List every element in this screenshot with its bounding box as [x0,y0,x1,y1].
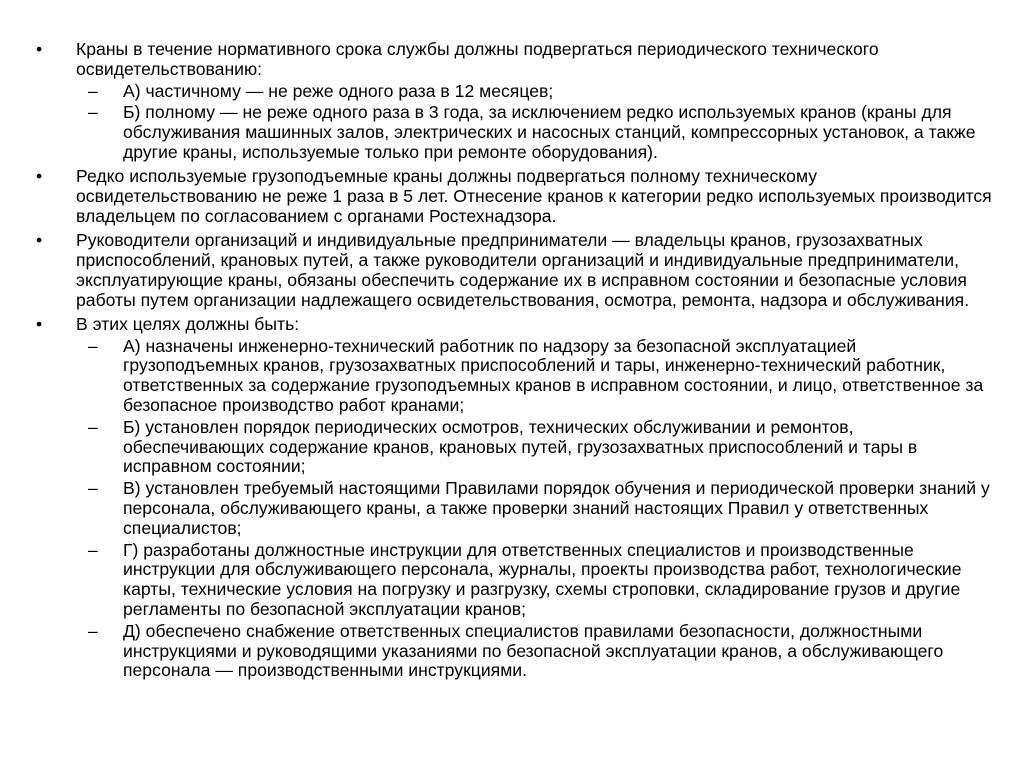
bullet-text: В этих целях должны быть: [76,313,300,334]
main-bullet-list [36,40,994,681]
sub-item-inspection-procedure [76,418,994,477]
sub-item-appointed-staff [76,337,994,416]
bullet-text: Редко используемые грузоподъемные краны должны подвергаться полному техническому освидетельствованию не реже 1 раза в 5 лет. Отнесение кранов к категории редко используемых производится владельцем по согласованием с органами Ростехнадзора. [76,166,992,226]
dash-marker: – [88,620,98,641]
sub-item-full [76,103,994,162]
sub-item-text: Д) обеспечено снабжение ответственных специалистов правилами безопасности, должностными инструкциями и руководящими указаниями по безопасной эксплуатации кранов, а обслуживающего персонала — производственными инструкциями. [123,620,944,681]
sub-item-partial [76,82,994,102]
sub-item-training-procedure [76,479,994,538]
sub-item-supply-of-rules [76,622,994,681]
sub-item-instructions [76,541,994,620]
bullet-item-rarely-used-cranes [36,167,994,226]
sub-item-text: Б) полному — не реже одного раза в 3 года, за исключением редко используемых кранов (краны для обслуживания машинных залов, электрических и насосных станций, компрессорных установок, а также другие краны, используемые только при ремонте оборудования). [123,102,976,162]
sub-list [76,82,994,163]
bullet-marker: • [36,39,43,59]
sub-list [76,337,994,682]
dash-marker: – [88,80,98,101]
sub-item-text: В) установлен требуемый настоящими Правилами порядок обучения и периодической проверки знаний у персонала, обслуживающего краны, а также проверки знаний настоящих Правил у ответственных специалистов; [123,478,990,538]
dash-marker: – [88,416,98,437]
bullet-text: Краны в течение нормативного срока службы должны подвергаться периодического технического освидетельствованию: [76,39,879,79]
bullet-marker: • [36,166,43,187]
bullet-marker: • [36,230,43,251]
bullet-marker: • [36,313,43,334]
dash-marker: – [88,539,98,560]
bullet-item-requirements [36,315,994,681]
bullet-item-owners-responsibility [36,231,994,310]
dash-marker: – [88,478,98,499]
sub-item-text: А) частичному — не реже одного раза в 12 месяцев; [123,80,554,101]
bullet-text: Руководители организаций и индивидуальные предприниматели — владельцы кранов, грузозахватных приспособлений, крановых путей, а также руководители организаций и индивидуальные предприниматели, эксплуатирующие краны, обязаны обеспечить содержание их в исправном состоянии и безопасные условия работы путем организации надлежащего освидетельствования, осмотра, ремонта, надзора и обслуживания. [76,230,970,310]
sub-item-text: Б) установлен порядок периодических осмотров, технических обслуживании и ремонтов, обеспечивающих содержание кранов, крановых путей, грузозахватных приспособлений и тары в исправном состоянии; [123,416,918,477]
sub-item-text: А) назначены инженерно-технический работник по надзору за безопасной эксплуатацией грузоподъемных кранов, грузозахватных приспособлений и тары, инженерно-технический работник, ответственных за содержание грузоподъемных кранов в исправном состоянии, и лицо, ответственное за безопасное производство работ кранами; [123,335,984,416]
dash-marker: – [88,102,98,123]
dash-marker: – [88,335,98,356]
bullet-item-inspection-periods [36,40,994,163]
sub-item-text: Г) разработаны должностные инструкции для ответственных специалистов и производственные инструкции для обслуживающего персонала, журналы, проекты производства работ, технологические карты, технические условия на погрузку и разгрузку, схемы строповки, складирование грузов и другие регламенты по безопасной эксплуатации кранов; [123,539,962,620]
